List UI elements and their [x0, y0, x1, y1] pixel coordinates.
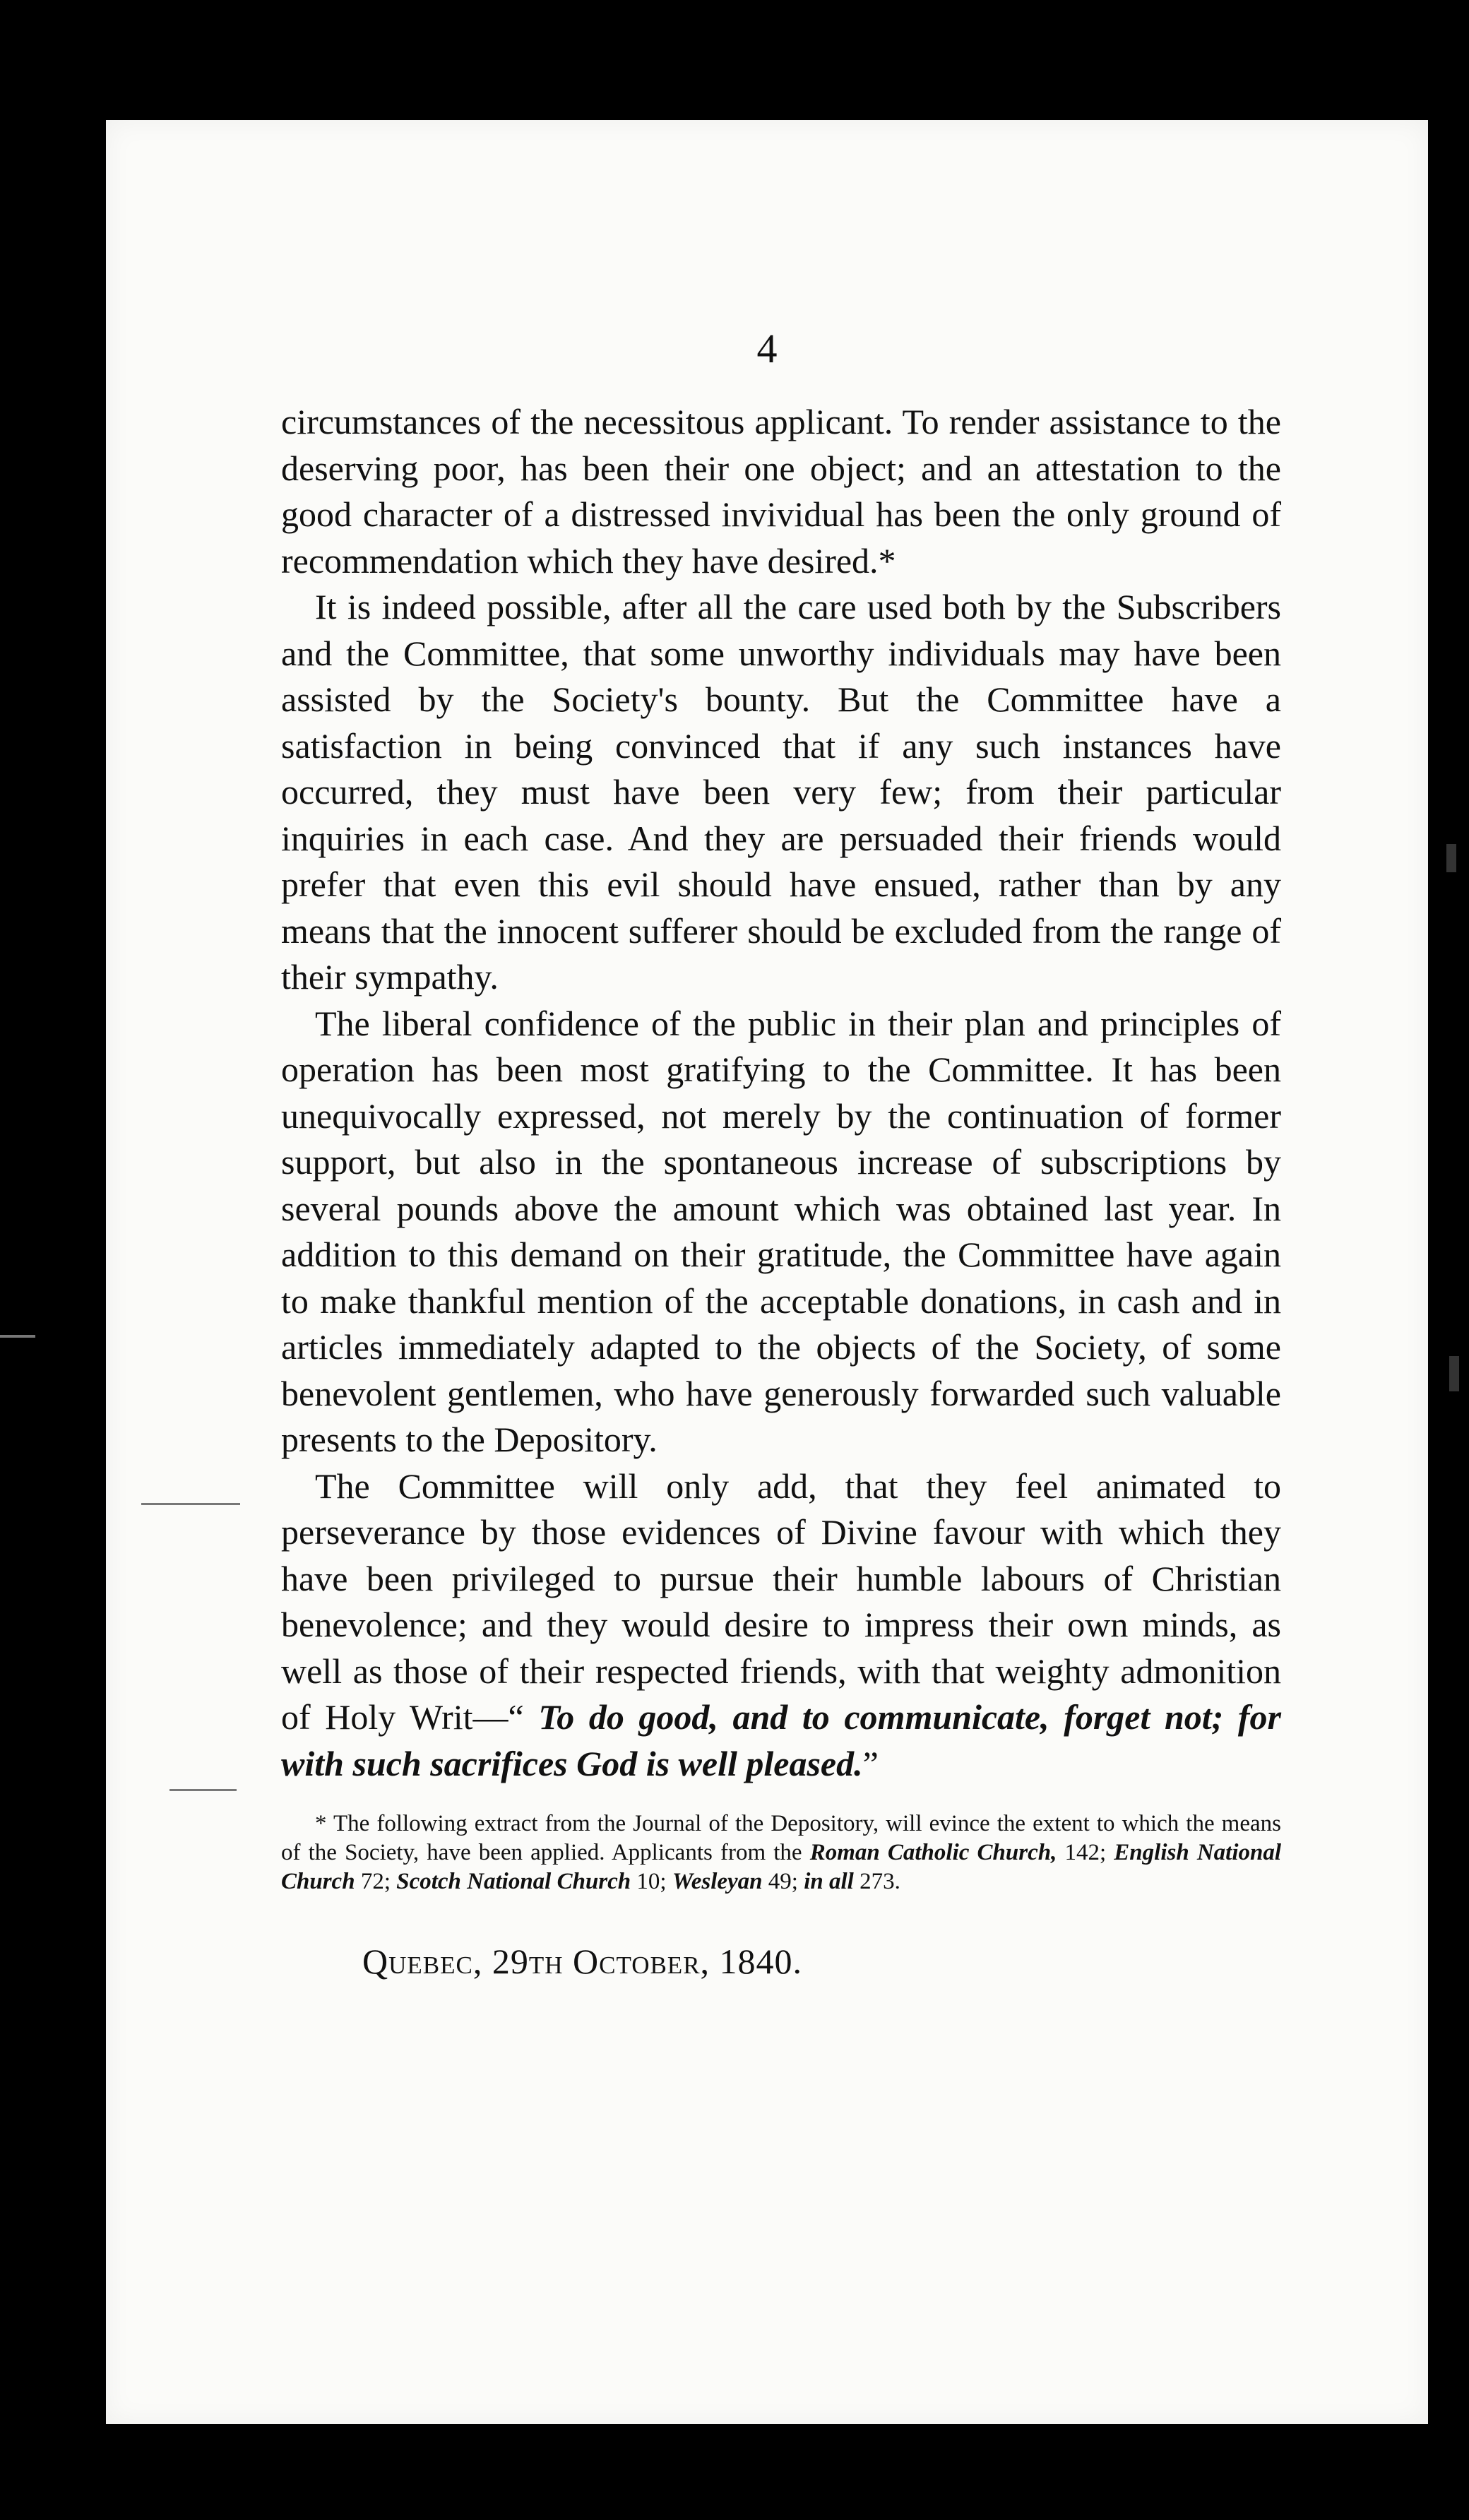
paragraph-3: The liberal confidence of the public in their plan and principles of operation has been most gratifying to the Committee. It has been unequivocally expressed, not merely by the continuation of former support, but also in the spontaneous increase of subscriptions by several pounds above the amount which was obtained last year. In addition to this demand on their gratitude, the Committee have again to make thankful mention of the acceptable donations, in cash and in articles immediately adapted to the objects of the Society, of some benevolent gentlemen, who have generously forwarded such valuable presents to the Depository.: [281, 1003, 1281, 1459]
footnote-in-all: in all: [804, 1869, 854, 1894]
scan-artifact-right-2: [1449, 1356, 1459, 1391]
footnote-wesleyan: Wesleyan: [672, 1869, 763, 1894]
footnote-rc-count: 142;: [1057, 1840, 1114, 1865]
page-number: 4: [756, 326, 778, 372]
quote-close: ”: [862, 1743, 879, 1783]
paragraph-2: It is indeed possible, after all the care used both by the Subscribers and the Committee, that some unworthy individuals may have been assisted by the Society's bounty. But the Committee have a satisfaction in being convinced that if any such instances have occurred, they must have been very few; from their particular inquiries in each case. And they are persuaded their friends would prefer that even this evil should have ensued, rather than by any means that the innocent sufferer should be excluded from the range of their sympathy.: [281, 587, 1281, 997]
scan-artifact-left-1: [0, 1335, 35, 1338]
scan-artifact-left-3: [170, 1789, 237, 1791]
document-page: [106, 120, 1428, 2424]
paragraph-4-text: The Committee will only add, that they feel animated to perseverance by those evidences of Divine favour with which they have been privileged to pursue their humble labours of Christian benevolence; and they would desire to impress their own minds, as well as those of their respected friends, with that weighty admonition of Holy Writ—“: [281, 1466, 1281, 1737]
paragraph-4: [281, 1463, 1281, 1788]
footnote-total: 273.: [853, 1869, 900, 1894]
dateline: Quebec, 29th October, 1840.: [362, 1942, 803, 1981]
scan-artifact-right-1: [1446, 844, 1456, 872]
footnote: [281, 1809, 1281, 1896]
footnote-scotch-national: Scotch National Church: [396, 1869, 631, 1894]
footnote-w-count: 49;: [762, 1869, 804, 1894]
page-body: [281, 399, 1281, 1983]
footnote-en-count: 72;: [355, 1869, 397, 1894]
footnote-sn-count: 10;: [631, 1869, 672, 1894]
footnote-english-national: English National Church: [281, 1840, 1282, 1894]
footnote-intro: * The following extract from the Journal of the Depository, will evince the extent to which the means of the Society, have been applied. Applicants from the: [281, 1811, 1281, 1865]
footnote-roman-catholic: Roman Catholic Church,: [809, 1840, 1057, 1865]
scan-artifact-left-2: [141, 1503, 240, 1505]
paragraph-1: circumstances of the necessitous applicant. To render assistance to the deserving poor, has been their one object; and an attestation to the good character of a distressed invividual has been the only ground of recommendation which they have desired.*: [281, 402, 1281, 581]
scripture-quote: To do good, and to communicate, forget not; for with such sacrifices God is well pleased.: [281, 1697, 1281, 1783]
